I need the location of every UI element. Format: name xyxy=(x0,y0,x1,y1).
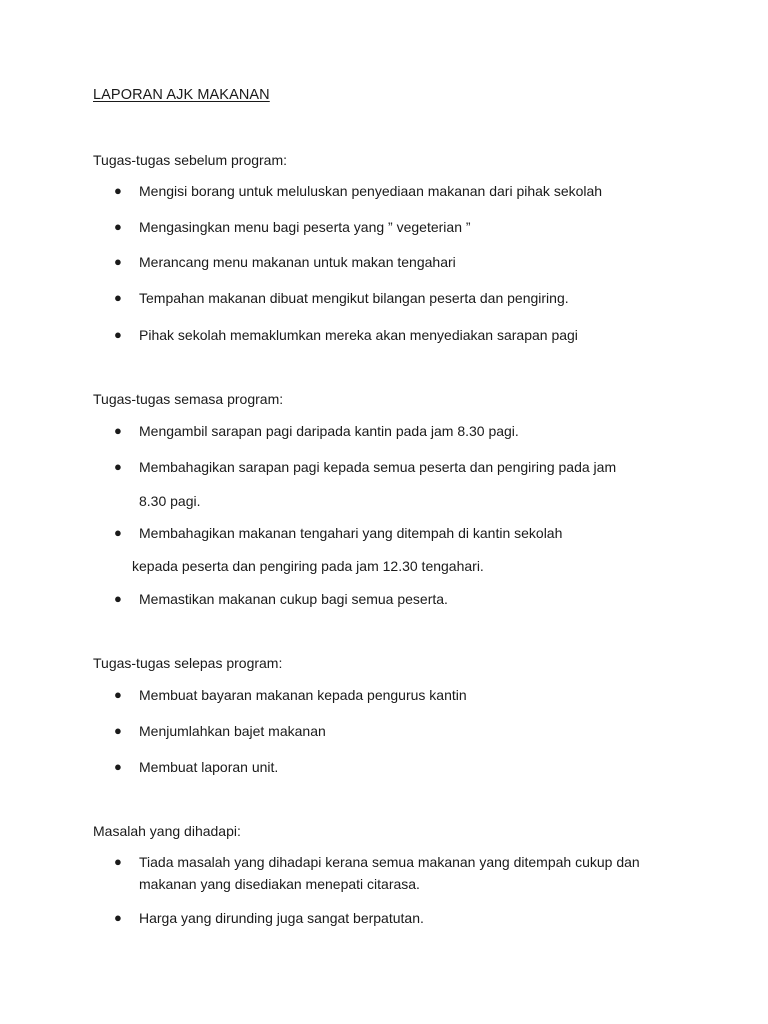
bullet-icon: ● xyxy=(114,854,122,869)
bullet-icon: ● xyxy=(114,759,122,774)
bullet-icon: ● xyxy=(114,459,122,474)
document-page: LAPORAN AJK MAKANAN Tugas-tugas sebelum program: ● Mengisi borang untuk meluluskan penyediaan makanan dari pihak sekolah ● Mengasingkan menu bagi peserta yang ” vegeterian ” ● Merancang menu makanan untuk makan tengahari ● Tempahan makanan dibuat mengikut bilangan peserta dan pengiring. ● Pihak sekolah memaklumkan mereka akan menyediakan sarapan pagi Tugas-tugas semasa program: ● Mengambil sarapan pagi daripada kantin pada jam 8.30 pagi. ● Membahagikan sarapan pagi kepada semua peserta dan pengiring pada jam 8.30 pagi. ● Membahagikan makanan tengahari yang ditempah di kantin sekolah kepada peserta dan pengiring pada jam 12.30 tengahari. ● Memastikan makanan cukup bagi semua peserta. Tugas-tugas selepas program: ● Membuat bayaran makanan kepada pengurus kantin ● Menjumlahkan bajet makanan ● Membuat laporan unit. Masalah yang dihadapi: ● Tiada masalah yang dihadapi kerana semua makanan yang ditempah cukup dan makanan yang disediakan menepati citarasa. ● Harga yang dirunding juga sangat berpatutan. xyxy=(0,0,768,1024)
bullet-icon: ● xyxy=(114,525,122,540)
bullet-icon: ● xyxy=(114,254,122,269)
bullet-icon: ● xyxy=(114,687,122,702)
bullet-icon: ● xyxy=(114,183,122,198)
bullet-icon: ● xyxy=(114,591,122,606)
bullet-icon: ● xyxy=(114,423,122,438)
document-title: LAPORAN AJK MAKANAN xyxy=(93,87,270,103)
bullet-icon: ● xyxy=(114,723,122,738)
list-item-continuation: 8.30 pagi. xyxy=(139,493,201,509)
section-heading-after-program: Tugas-tugas selepas program: xyxy=(93,655,283,671)
section-heading-problems: Masalah yang dihadapi: xyxy=(93,823,241,839)
bullet-icon: ● xyxy=(114,290,122,305)
section-heading-during-program: Tugas-tugas semasa program: xyxy=(93,391,284,407)
bullet-icon: ● xyxy=(114,327,122,342)
section-heading-before-program: Tugas-tugas sebelum program: xyxy=(93,152,288,168)
bullet-icon: ● xyxy=(114,219,122,234)
list-item-continuation: kepada peserta dan pengiring pada jam 12.30 tengahari. xyxy=(132,558,484,574)
bullet-icon: ● xyxy=(114,910,122,925)
